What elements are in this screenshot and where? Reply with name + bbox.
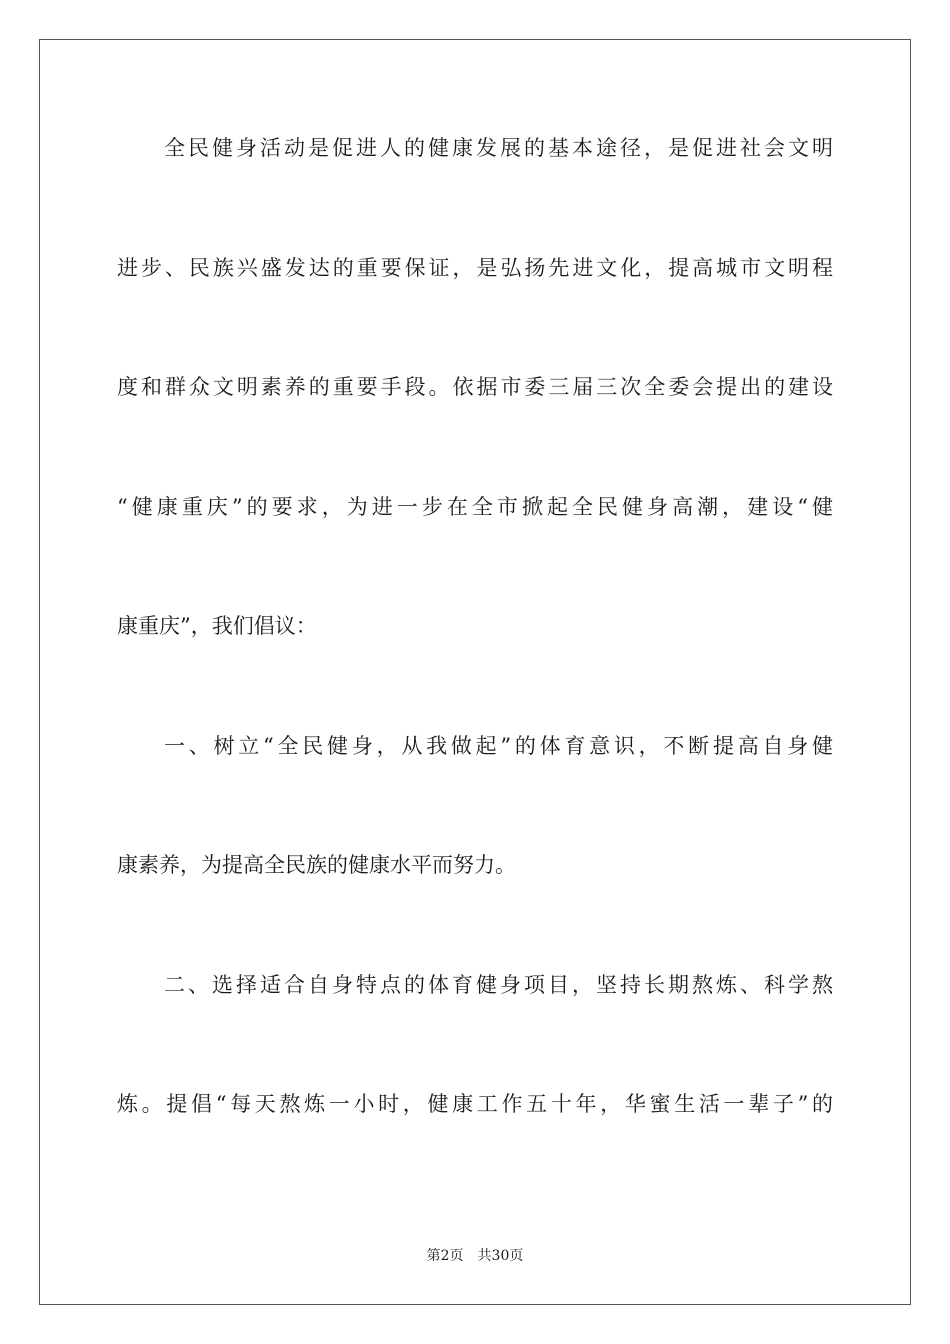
page-number: 第2页 (426, 1248, 464, 1264)
paragraph-line: 进步、民族兴盛发达的重要保证，是弘扬先进文化，提高城市文明程 (117, 255, 833, 280)
paragraph-line: 度和群众文明素养的重要手段。依据市委三届三次全委会提出的建设 (117, 375, 833, 399)
paragraph-line: 炼。提倡“每天熬炼一小时，健康工作五十年，华蜜生活一辈子”的 (117, 1092, 833, 1116)
paragraph-line: 全民健身活动是促进人的健康发展的基本途径，是促进社会文明 (164, 136, 833, 160)
page-footer (0, 1247, 950, 1265)
paragraph-line: 康重庆”，我们倡议： (117, 614, 317, 638)
paragraph-line: 一、树立“全民健身，从我做起”的体育意识，不断提高自身健 (164, 733, 833, 758)
paragraph-line: 康素养，为提高全民族的健康水平而努力。 (117, 853, 516, 877)
page-total: 共30页 (477, 1248, 524, 1264)
paragraph-line: 二、选择适合自身特点的体育健身项目，坚持长期熬炼、科学熬 (164, 972, 833, 997)
document-body (117, 128, 833, 1204)
paragraph-line: “健康重庆”的要求，为进一步在全市掀起全民健身高潮，建设“健 (117, 494, 833, 519)
